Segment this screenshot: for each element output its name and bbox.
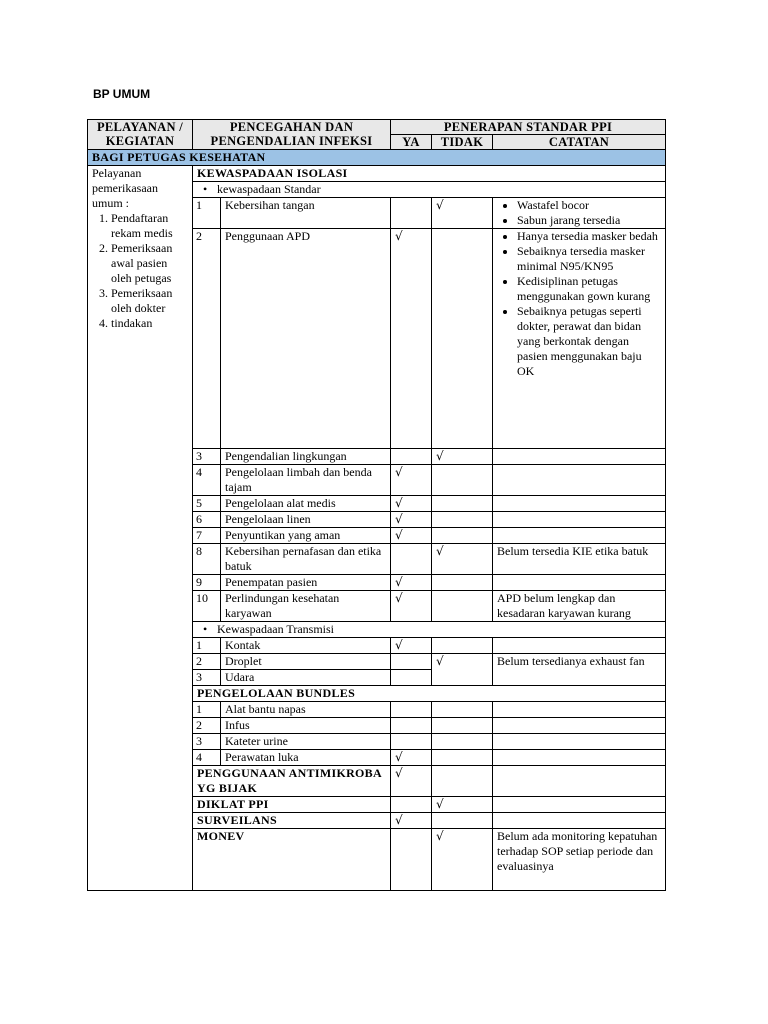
catatan-list [497,198,661,228]
row-item: Pengelolaan linen [221,512,391,528]
row-tidak [432,528,493,544]
kewaspadaan-standar [193,182,666,198]
row-tidak [432,702,493,718]
row-tidak: √ [432,829,493,891]
bullet-icon: • [203,182,208,196]
row-number: 1 [193,638,221,654]
row-number: 3 [193,734,221,750]
left-item: 4. tindakan [111,316,188,331]
row-number: 5 [193,496,221,512]
row-ya: √ [391,638,432,654]
row-catatan [493,575,666,591]
catatan-item: • Sebaiknya petugas seperti dokter, perawat dan bidan yang berkontak dengan pasien menggunakan baju OK [517,304,661,379]
row-number: 8 [193,544,221,575]
row-tidak: √ [432,797,493,813]
row-ya: √ [391,528,432,544]
row-catatan [493,813,666,829]
catatan-item: • Hanya tersedia masker bedah [517,229,661,244]
row-ya: √ [391,575,432,591]
row-catatan: APD belum lengkap dan kesadaran karyawan kurang [493,591,666,622]
row-number: 2 [193,654,221,670]
row-number: 2 [193,229,221,449]
row-number: 9 [193,575,221,591]
row-number: 1 [193,702,221,718]
left-list [92,211,188,331]
row-item: Infus [221,718,391,734]
kewaspadaan-transmisi-label: Kewaspadaan Transmisi [217,622,334,636]
row-item: Kebersihan tangan [221,198,391,229]
bundles-title: PENGELOLAAN BUNDLES [193,686,666,702]
row-ya: √ [391,813,432,829]
row-catatan: Belum tersedia KIE etika batuk [493,544,666,575]
row-ya [391,797,432,813]
row-item: Perlindungan kesehatan karyawan [221,591,391,622]
row-ya: √ [391,512,432,528]
row-ya: √ [391,750,432,766]
transmisi-catatan: Belum tersedianya exhaust fan [493,654,666,686]
row-catatan [493,512,666,528]
section-title: BAGI PETUGAS KESEHATAN [88,150,666,166]
row-item: Alat bantu napas [221,702,391,718]
row-catatan [493,702,666,718]
row-tidak [432,496,493,512]
section-row [88,150,666,166]
row-ya: √ [391,766,432,797]
row-number: 4 [193,465,221,496]
row-item: Pengelolaan limbah dan benda tajam [221,465,391,496]
monev-catatan: Belum ada monitoring kepatuhan terhadap SOP setiap periode dan evaluasinya [493,829,666,891]
row-item: Kebersihan pernafasan dan etika batuk [221,544,391,575]
row-tidak [432,229,493,449]
catatan-item: • Sebaiknya tersedia masker minimal N95/KN95 [517,244,661,274]
row-catatan [493,449,666,465]
diklat-label: DIKLAT PPI [193,797,391,813]
left-item: 1. Pendaftaran rekam medis [111,211,188,241]
row-ya: √ [391,465,432,496]
row-item: Penyuntikan yang aman [221,528,391,544]
header-penerapan: PENERAPAN STANDAR PPI [391,120,666,135]
row-tidak [432,766,493,797]
row-catatan [493,734,666,750]
kewaspadaan-standar-label: kewaspadaan Standar [217,182,321,196]
row-ya [391,702,432,718]
row-ya [391,734,432,750]
row-ya [391,654,432,670]
row-tidak [432,750,493,766]
row-number: 6 [193,512,221,528]
row-tidak: √ [432,449,493,465]
row-item: Udara [221,670,391,686]
catatan-item: • Kedisiplinan petugas menggunakan gown kurang [517,274,661,304]
header-row-1 [88,120,666,135]
bullet-icon: • [203,622,208,636]
row-ya [391,829,432,891]
row-tidak [432,591,493,622]
row-catatan [493,229,666,449]
header-catatan: CATATAN [493,135,666,150]
row-tidak: √ [432,654,493,686]
row-number: 3 [193,670,221,686]
catatan-item: • Sabun jarang tersedia [517,213,661,228]
left-intro: Pelayanan pemerikasaan umum : [92,166,158,210]
row-number: 2 [193,718,221,734]
row-item: Pengelolaan alat medis [221,496,391,512]
row-catatan [493,198,666,229]
row-item: Droplet [221,654,391,670]
row-tidak [432,638,493,654]
row-catatan [493,496,666,512]
row-number: 10 [193,591,221,622]
row-item: Pengendalian lingkungan [221,449,391,465]
header-ya: YA [391,135,432,150]
monev-label: MONEV [193,829,391,891]
row-ya: √ [391,229,432,449]
row-item: Perawatan luka [221,750,391,766]
header-pelayanan: PELAYANAN / KEGIATAN [88,120,193,150]
row-ya [391,544,432,575]
row-tidak [432,813,493,829]
row-ya [391,670,432,686]
row-item: Penempatan pasien [221,575,391,591]
row-tidak [432,512,493,528]
row-catatan [493,528,666,544]
row-ya: √ [391,591,432,622]
row-tidak [432,465,493,496]
kewaspadaan-transmisi [193,622,666,638]
row-number: 3 [193,449,221,465]
row-catatan [493,750,666,766]
catatan-list [497,229,661,379]
header-pencegahan: PENCEGAHAN DAN PENGENDALIAN INFEKSI [193,120,391,150]
row-catatan [493,766,666,797]
catatan-item: • Wastafel bocor [517,198,661,213]
row-tidak [432,718,493,734]
row-ya [391,198,432,229]
antimikroba-label: PENGGUNAAN ANTIMIKROBA YG BIJAK [193,766,391,797]
surveilans-label: SURVEILANS [193,813,391,829]
left-item: 3. Pemeriksaan oleh dokter [111,286,188,316]
row-ya: √ [391,496,432,512]
left-item: 2. Pemeriksaan awal pasien oleh petugas [111,241,188,286]
document-title: BP UMUM [93,87,151,101]
row-item: Kateter urine [221,734,391,750]
left-column-cell [88,166,193,891]
kewaspadaan-isolasi: KEWASPADAAN ISOLASI [193,166,666,182]
row-item: Kontak [221,638,391,654]
row-catatan [493,718,666,734]
row-catatan [493,797,666,813]
row-tidak: √ [432,544,493,575]
row-ya [391,718,432,734]
row-catatan [493,638,666,654]
row-number: 7 [193,528,221,544]
isolasi-row [88,166,666,182]
row-ya [391,449,432,465]
row-number: 4 [193,750,221,766]
row-catatan [493,465,666,496]
row-tidak [432,734,493,750]
row-tidak [432,575,493,591]
ppi-table [87,119,666,891]
row-number: 1 [193,198,221,229]
row-item: Penggunaan APD [221,229,391,449]
header-tidak: TIDAK [432,135,493,150]
row-tidak: √ [432,198,493,229]
